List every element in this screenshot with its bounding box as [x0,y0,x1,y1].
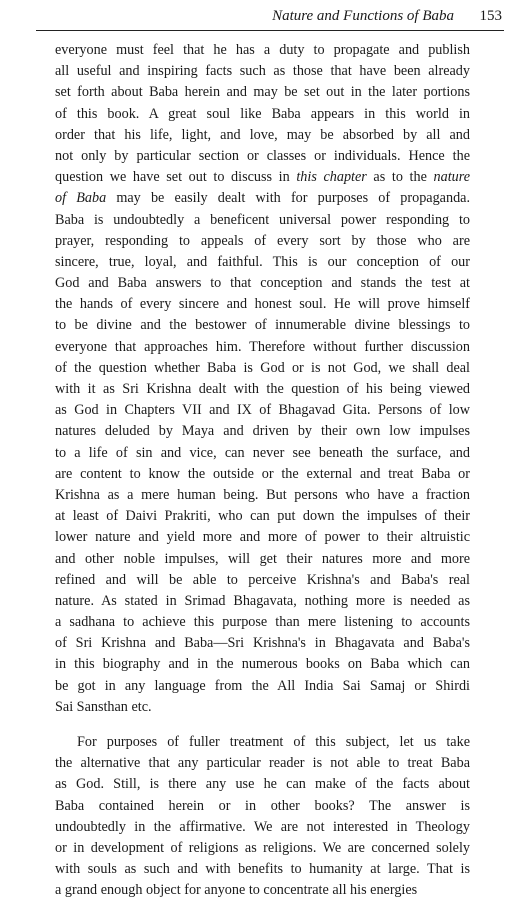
text-line: set forth about Baba herein and may be set out in the later portions [55,84,470,101]
text-line: with souls as such and with benefits to humanity at large. That is [55,861,470,878]
text-line: sincere, true, loyal, and faithful. This is our conception of our [55,253,470,270]
text-line: lower nature and yield more and more of power to their altruistic [55,529,470,546]
text-line: everyone must feel that he has a duty to propagate and publish [55,42,470,58]
text-line: Baba is undoubtedly a beneficent universal power responding to [55,211,470,228]
text-line: in this biography and in the numerous books on Baba which can [55,656,470,673]
text-line: God and Baba answers to that conception and stands the test at [55,275,470,292]
text-line: a grand enough object for anyone to concentrate all his energies [55,882,418,899]
text-line: nature. As stated in Srimad Bhagavata, nothing more is needed as [55,592,470,609]
text-line: of the question whether Baba is God or is not God, we shall deal [55,359,470,376]
text-run: as to the [366,169,434,186]
running-header [36,2,504,31]
text-line: undoubtedly in the affirmative. We are not interested in Theology [55,818,470,835]
text-line: order that his life, light, and love, may be absorbed by all and [55,126,470,143]
text-line [55,188,470,209]
text-line: to a life of sin and vice, can never see beneath the surface, and [55,444,470,461]
text-line: of this book. A great soul like Baba appears in this world in [55,105,470,122]
text-line: For purposes of fuller treatment of this subject, let us take [77,734,470,750]
text-line: not only by particular section or classes or individuals. Hence the [55,147,470,164]
text-line: of Sri Krishna and Baba—Sri Krishna's in Bhagavata and Baba's [55,635,470,652]
text-line: at least of Daivi Prakriti, who can put down the impulses of their [55,508,470,525]
text-line: everyone that approaches him. Therefore without further discussion [55,338,470,355]
text-line [55,167,470,188]
paragraph-2 [55,732,470,902]
italic-text: this chapter [296,169,367,186]
text-line: with it as Sri Krishna dealt with the question of his being viewed [55,381,470,397]
text-line: natures deluded by Maya and driven by their own low impulses [55,423,470,440]
text-line: prayer, responding to appeals of every sort by those who are [55,232,470,249]
text-line: Krishna as a mere human being. But persons who have a fraction [55,486,470,503]
text-line: are content to know the outside or the external and treat Baba or [55,465,470,482]
text-line: a sadhana to achieve this purpose than mere listening to accounts [55,614,470,631]
text-line: as God. Still, is there any use he can make of the facts about [55,776,470,793]
italic-text: nature [433,169,470,186]
text-line: or in development of religions as religions. We are concerned solely [55,839,470,856]
italic-text: of Baba [55,190,107,207]
text-line: be got in any language from the All India Sai Samaj or Shirdi [55,677,470,694]
text-line: and other noble impulses, will get their natures more and more [55,550,470,567]
text-run: may be easily dealt with for purposes of propaganda. [106,190,470,207]
header-title: Nature and Functions of Baba [272,8,454,24]
paragraph-1 [55,40,470,718]
page-number: 153 [479,8,502,24]
text-line: the alternative that any particular reader is not able to treat Baba [55,755,470,772]
text-line: Baba contained herein or in other books? The answer is [55,797,470,814]
body-text [55,40,470,902]
text-line: Sai Sansthan etc. [55,698,152,715]
text-line: refined and will be able to perceive Krishna's and Baba's real [55,571,470,588]
text-line: as God in Chapters VII and IX of Bhagavad Gita. Persons of low [55,402,470,419]
text-run: question we have set out to discuss in [55,169,297,186]
paragraph-gap [55,718,470,732]
text-line: to be divine and the bestower of innumerable divine blessings to [55,317,470,334]
text-line: all useful and inspiring facts such as those that have been already [55,63,470,80]
text-line: the hands of every sincere and honest soul. He will prove himself [55,296,470,313]
